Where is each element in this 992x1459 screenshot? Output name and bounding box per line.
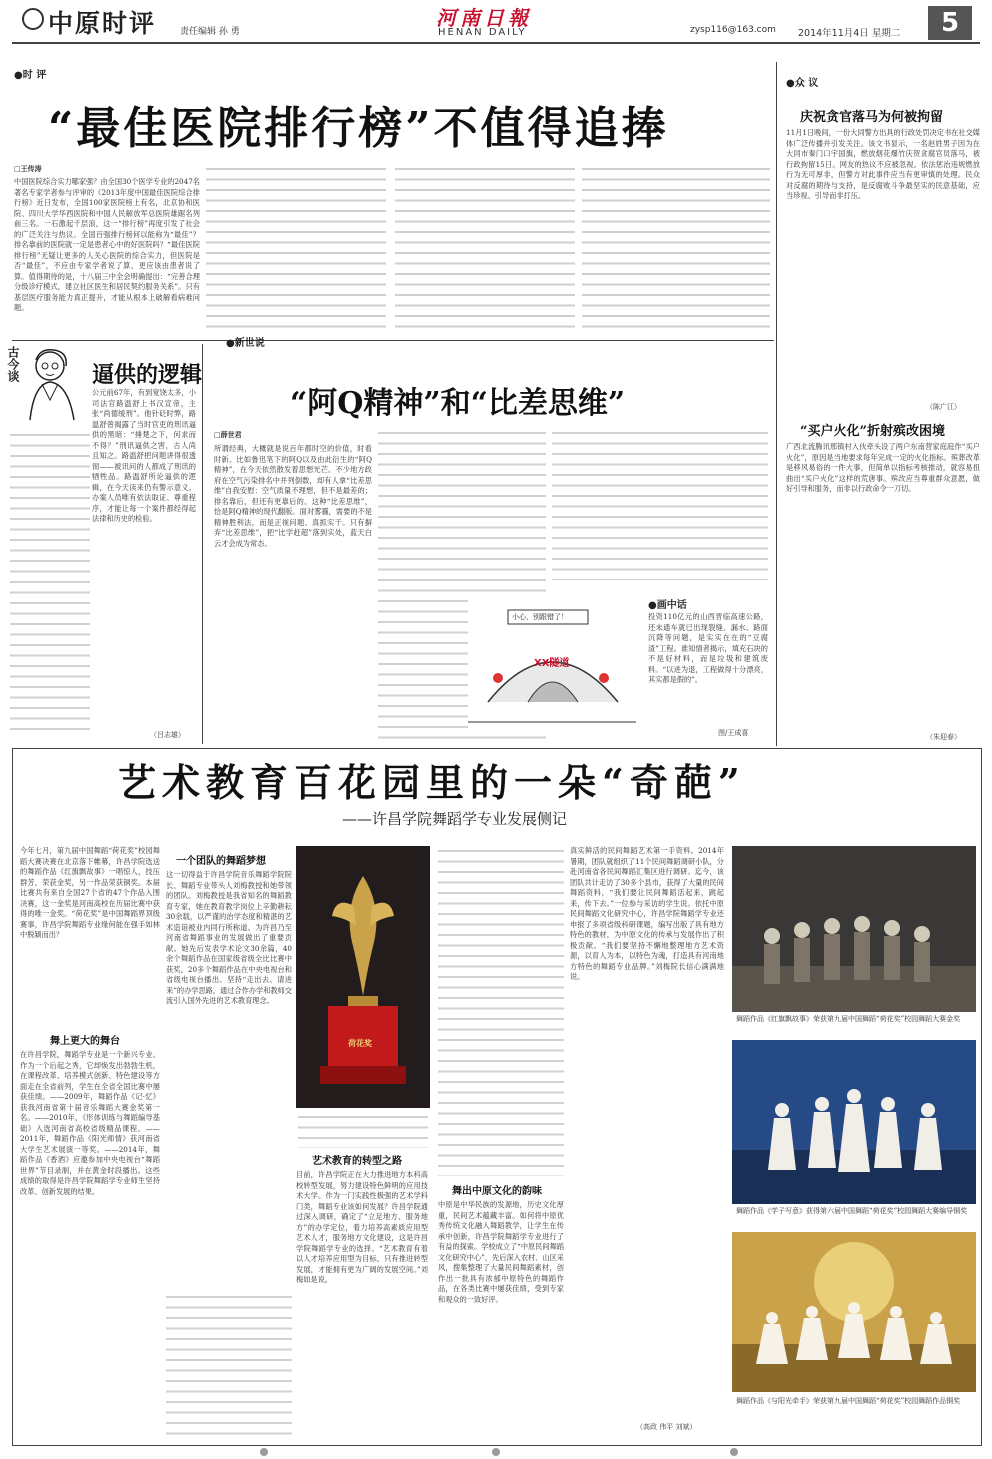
commentary-body-col2	[206, 164, 386, 334]
dance-caption-3: 舞蹈作品《与阳光牵手》荣获第九届中国舞蹈“荷花奖”校园舞蹈作品铜奖	[736, 1397, 961, 1405]
feature-body-under-trophy	[298, 1112, 428, 1148]
masthead	[0, 0, 992, 46]
feature-body5: 真实鲜活的民间舞蹈艺术第一手资料。2014年暑期，团队就组织了11个民间舞蹈调研小队，分赴河南省各民间舞蹈汇集区进行调研。迄今，该团队共计走访了30多个县市，获得了大量的民间舞蹈资料，“我们要让民间舞蹈活起来，跳起来，传下去。”一位参与采访的学生说。依托中原民间舞蹈文化研究中心，许昌学院舞蹈学专业还申报了多项省级科研课题，编写出版了具有地方特色的教材，为中原文化的传承与发展作出了积极贡献。“我们要坚持不懈地整理地方艺术资源，以育人为本，以特色为魂，打造具有河南地方特色的舞蹈专业品牌。”刘梅院长信心满满地说。	[570, 846, 724, 981]
right-item1-title: 庆祝贪官落马为何被拘留	[800, 110, 944, 125]
commentary-bottom-rule	[12, 340, 774, 341]
email: zysp116@163.com	[690, 25, 776, 35]
section-title: 中原时评	[48, 9, 157, 38]
new-view-body: 所谓经典，大概就是说百年都时空的价值，时看时新。比如鲁迅笔下的阿Q以及由此衍生的“阿Q精神”，在今天依然散发着思想光芒。不少地方政府在空气污染排名中并列倒数，却有人拿“比差思维”自我安慰：空气质量不理想，但不是最差的；排名靠后，但还有更靠后的。这种“比差思维”，恰是阿Q精神的现代翻版。面对雾霾，需要的不是精神胜利法，而是正视问题、真抓实干。只有摒弃“比差思维”，把“比学赶超”落到实处，蓝天白云才会成为常态。	[214, 444, 372, 548]
cartoon-talk-body: 投资110亿元的山西晋临高速公路，还未通车就已出现裂缝、漏水、路面沉降等问题，是实实在在的“豆腐渣”工程。谁知情者揭示，填充石块的不是好材料，而是垃圾和建筑废料。“以进为退，工程做得十分漂亮，其实都是假的”。	[648, 612, 768, 684]
commentary-tag: ●时 评	[14, 70, 47, 81]
cartoon-talk-tag: ●画中话	[648, 600, 687, 611]
page-number-box	[928, 6, 972, 40]
feature-body3: 目前，许昌学院正在大力推进地方本科高校转型发展，努力建设特色鲜明的应用技术大学。作为一门实践性极强的艺术学科门类，舞蹈专业该如何发展？许昌学院通过深入调研，确定了“立足地方、服务地方”的办学定位，着力培养高素质应用型艺术人才，服务地方文化建设，这是许昌学院舞蹈学专业的选择。“艺术教育有着以人才培养应用型为目标，只有推进转型发展，才能拥有更为广阔的发展空间。”刘梅如是说。	[296, 1170, 428, 1284]
right-item2-body: 广西北流腾讯邢镇村入伙牵头设了两户东南营家庭庭作“买户火化”，原因是当地要求每年完成一定的火化指标。殡葬改革是移风易俗的一件大事，但简单以指标考核推动，就容易扭曲出“买户火化”这样的荒唐事。殡改应当尊重群众意愿，做好引导和服务，而非以行政命令一刀切。	[786, 442, 980, 493]
right-column-tag: ●众 议	[786, 78, 819, 89]
dance-photo-1	[732, 846, 976, 1012]
portrait-cartoon	[20, 344, 84, 422]
new-view-tag: ●新世说	[226, 338, 265, 349]
feature-sub1: 舞上更大的舞台	[50, 1036, 120, 1047]
trophy-drawing	[296, 846, 430, 1108]
cartoon-sign-text: 小心，别跟错了！	[512, 613, 568, 621]
cartoon-tunnel-text: XX隧道	[534, 658, 570, 669]
dance-photo-2	[732, 1040, 976, 1204]
feature-body2-cont	[166, 1292, 292, 1440]
feature-body1: 在许昌学院，舞蹈学专业是一个新兴专业。作为一个后起之秀，它却焕发出勃勃生机，在课程改革、培养模式创新、特色建设等方面走在全省前列，学生在全省全国比赛中屡获佳绩。——2009年，舞蹈作品《记·忆》获我河南省第十届音乐舞蹈大赛金奖第一名。——2010年，《形体训练与舞蹈编导基础》入选河南省高校省级精品课程。——2011年，舞蹈作品《阳光师情》获河南省大学生艺术展演一等奖。——2014年，舞蹈作品《香酒》应邀参加中央电视台“舞蹈世界”节目录制，并在黄金时段播出。这些成绩的取得是许昌学院舞蹈学专业师生坚持改革、创新发展的结果。	[20, 1050, 160, 1196]
commentary-body-col4	[582, 164, 770, 334]
right-item1-sign: （陈广江）	[926, 403, 961, 411]
new-view-author: □薛世君	[214, 430, 242, 439]
cartoon-column-signoff: （吕志雄）	[150, 731, 185, 739]
new-view-headline: “阿Q精神”和“比差思维”	[290, 386, 626, 421]
dance-photo-3-drawing	[732, 1232, 976, 1392]
right-item1-body: 11月1日晚间，一份大同警方出具的行政处罚决定书在社交媒体广泛传播并引发关注。该文书显示，一名赵姓男子因为在大同市秦门口宇国旗，燃放烟花爆竹庆贺贪腐官员落马，被行政拘留15日。网友的热议不应被忽视。依法惩治违规燃放行为无可厚非，但警方对此事件应当有更审慎的处理。民众对反腐的期待与支持，是反腐败斗争最坚实的民意基础，应当珍视、引导而非打压。	[786, 128, 980, 200]
cartoon-column-body: 公元前67年，有到宽饶太多，小司法官路温舒上书汉宣帝，主张“尚德缓刑”。他针砭时弊，路温舒曾揭露了当时官吏的刑讯逼供的黑暗：“捶楚之下，何求而不得？”刑讯逼供之害，古人尚且知之。路温舒把问题讲得很透彻——被讯问的人都成了刑讯的牺牲品。路温舒所论逼供的逻辑，在今天读来仍有警示意义。办案人员唯有依法取证、尊重程序，才能让每一个案件都经得起法律和历史的检验。	[92, 388, 196, 523]
trophy-photo	[296, 846, 430, 1108]
dance-photo-3	[732, 1232, 976, 1392]
cartoon-talk-credit: 图/王成喜	[718, 729, 749, 737]
feature-lead: 今年七月，第九届中国舞蹈“荷花奖”校园舞蹈大赛决赛在北京落下帷幕，许昌学院选送的舞蹈作品《红旗飘故事》一唱惊人，技压群芳，荣获金奖，另一作品荣获铜奖。本届比赛共有来自全国27个省的47个作品入围决赛，这一金奖是河南高校在历届比赛中获得的唯一金奖。“荷花奖”是中国舞蹈界顶级赛事，许昌学院舞蹈专业缘何能在强手如林中脱颖而出？	[20, 846, 160, 939]
new-view-body-col3	[552, 428, 768, 580]
feature-col4-top	[438, 846, 564, 1176]
cartoon-column-tag: 古今谈	[6, 346, 20, 382]
issue-date: 2014年11月4日 星期二	[798, 28, 901, 39]
dance-caption-1: 舞蹈作品《红旗飘故事》荣获第九届中国舞蹈“荷花奖”校园舞蹈大赛金奖	[736, 1015, 961, 1023]
cartoon-column-body-lower	[10, 430, 90, 730]
right-item2-title: “买户火化”折射殡改困境	[800, 424, 945, 439]
editors: 责任编辑 孙 勇	[180, 27, 240, 37]
page-number: 5	[940, 8, 960, 38]
dance-photo-2-drawing	[732, 1040, 976, 1204]
feature-body4: 中原是中华民族的发源地，历史文化厚重，民间艺术蕴藏丰富。如何将中原优秀传统文化融入舞蹈教学，让学生在传承中创新，许昌学院舞蹈学专业进行了有益的探索。学校成立了“中原民间舞蹈文化研究中心”，先后深入农村、山区采风，搜集整理了大量民间舞蹈素材，创作出一批具有浓郁中原特色的舞蹈作品，在各类比赛中屡获佳绩，受到专家和观众的一致好评。	[438, 1200, 564, 1304]
feature-body2: 这一切得益于许昌学院音乐舞蹈学院院长、舞蹈专业带头人刘梅教授和她带领的团队。刘梅教授是我省知名的舞蹈教育专家，她在教育教学岗位上辛勤耕耘30余载，以严谨的治学态度和精湛的艺术造诣被业内同行所称道。为许昌乃至河南省舞蹈事业的发展做出了重要贡献。她先后发表学术论文30余篇，40余个舞蹈作品在国家级省级全比比赛中获奖，20多个舞蹈作品在中央电视台和省级电视台播出。坚持“走出去、请进来”的办学思路，通过合作办学和教师交流引入国外先进的艺术教育理念。	[166, 870, 292, 1005]
feature-sub2: 一个团队的舞蹈梦想	[176, 856, 266, 867]
feature-subheadline: ——许昌学院舞蹈学专业发展侧记	[342, 810, 568, 828]
dance-photo-1-drawing	[732, 846, 976, 1012]
left-column-divider	[202, 344, 203, 744]
commentary-author: □王传涛	[14, 164, 42, 173]
right-item2-sign: （朱迎春）	[926, 733, 961, 741]
cartoon-column-title: 逼供的逻辑	[92, 362, 203, 388]
right-column-divider	[776, 62, 777, 746]
commentary-body-col1: 中国医院综合实力哪家强？由全国30个医学专业的2047名著名专家学者参与评审的《2013年度中国最佳医院综合排行榜》近日发布，全国100家医院榜上有名，北京协和医院、四川大学华西医院和中国人民解放军总医院雄踞名列前三名。一石激起千层浪，这一“排行榜”再度引发了社会的广泛关注与热议。全国百强排行榜何以能称为“最佳”？排名靠前的医院就一定是患者心中的好医院吗？“最佳医院排行榜”无疑让更多的人关心医院的综合实力，但医院是否“最佳”，不应由专家学者说了算，更应该由患者说了算。值得期待的是，十八届三中全会明确提出：“完善合理分级诊疗模式，建立社区医生和居民契约服务关系”。只有基层医疗服务能力真正提升，才能从根本上破解看病难问题。	[14, 177, 200, 312]
section-logo-mark	[22, 8, 44, 30]
trophy-caption: 荷花奖	[348, 1039, 372, 1048]
commentary-headline: “最佳医院排行榜”不值得追捧	[48, 103, 669, 154]
paper-name: 河南日報	[436, 6, 532, 30]
feature-sub4: 舞出中原文化的韵味	[452, 1186, 542, 1197]
editorial-cartoon	[468, 592, 636, 730]
masthead-rule	[12, 42, 980, 44]
dance-caption-2: 舞蹈作品《学子写意》获得第六届中国舞蹈“荷花奖”校园舞蹈大赛编导铜奖	[736, 1207, 968, 1215]
feature-signoff: （高政 伟平 刘斌）	[636, 1423, 697, 1431]
feature-sub3: 艺术教育的转型之路	[312, 1156, 402, 1167]
feature-headline: 艺术教育百花园里的一朵“奇葩”	[118, 760, 746, 805]
footer-dots	[0, 1448, 992, 1458]
paper-en: HENAN DAILY	[438, 27, 527, 38]
commentary-body-col3	[395, 164, 575, 334]
